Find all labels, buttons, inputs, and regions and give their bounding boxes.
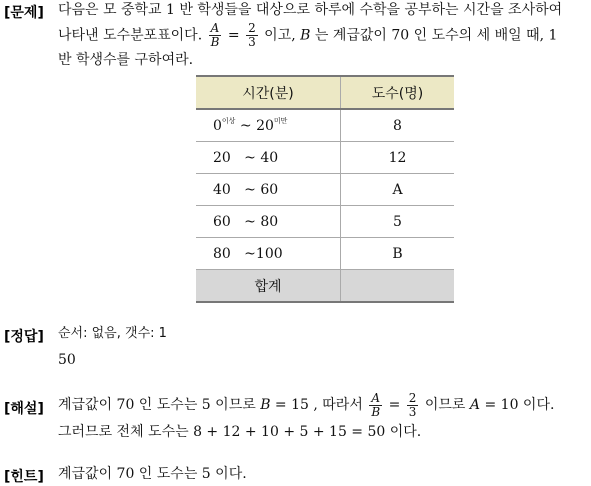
table-row <box>196 174 454 206</box>
time-range-cell: 40 ~ 60 <box>196 174 341 206</box>
problem-line-2: 나타낸 도수분포표이다. $\frac{A}{B}$ = $\frac{2}{3}$ 이고, B 는 계급값이 70 인 도수의 세 배일 때, 1 <box>58 21 558 49</box>
answer-line-1: 순서: 없음, 갯수: 1 <box>58 326 167 341</box>
solution-fraction-a-over-b: $\frac{A}{B}$ <box>371 390 381 419</box>
answer-value: 50 <box>58 352 76 368</box>
fraction-2-over-3: $\frac{2}{3}$ <box>248 21 256 49</box>
time-range-cell: 60 ~ 80 <box>196 206 341 238</box>
frequency-cell: 5 <box>341 206 455 238</box>
solution-line-1: 계급값이 70 인 도수는 5 이므로 B = 15 , 따라서 $\frac{A}{B}$ = $\frac{2}{3}$ 이므로 A = 10 이다. <box>58 390 555 419</box>
frequency-table <box>196 75 454 303</box>
answer-tag: [정답] <box>4 329 44 345</box>
header-frequency: 도수(명) <box>341 76 455 109</box>
problem-line-3: 반 학생수를 구하여라. <box>58 52 194 68</box>
hint-tag: [힌트] <box>4 469 44 485</box>
table-row <box>196 206 454 238</box>
frequency-cell: B <box>341 238 455 270</box>
table-row <box>196 142 454 174</box>
total-row <box>196 270 454 303</box>
time-range-cell: 20 ~ 40 <box>196 142 341 174</box>
hint-line: 계급값이 70 인 도수는 5 이다. <box>58 466 247 482</box>
problem-tag: [문제] <box>4 5 44 21</box>
table-row <box>196 238 454 270</box>
frequency-cell: 12 <box>341 142 455 174</box>
solution-fraction-2-over-3: $\frac{2}{3}$ <box>408 390 417 419</box>
table-row <box>196 109 454 142</box>
total-label: 합계 <box>196 270 341 303</box>
fraction-a-over-b: $\frac{A}{B}$ <box>210 21 220 49</box>
frequency-cell: A <box>341 174 455 206</box>
solution-line-2: 그러므로 전체 도수는 8 + 12 + 10 + 5 + 15 = 50 이다. <box>58 424 422 440</box>
solution-tag: [해설] <box>4 401 44 417</box>
problem-line-1: 다음은 모 중학교 1 반 학생들을 대상으로 하루에 수학을 공부하는 시간을 조사하여 <box>58 2 563 18</box>
time-range-cell: 80 ~100 <box>196 238 341 270</box>
total-value <box>341 270 455 303</box>
time-range-cell: $0^{이상}$ ~ $20^{미만}$ <box>196 109 341 142</box>
header-time: 시간(분) <box>196 76 341 109</box>
frequency-cell: 8 <box>341 109 455 142</box>
